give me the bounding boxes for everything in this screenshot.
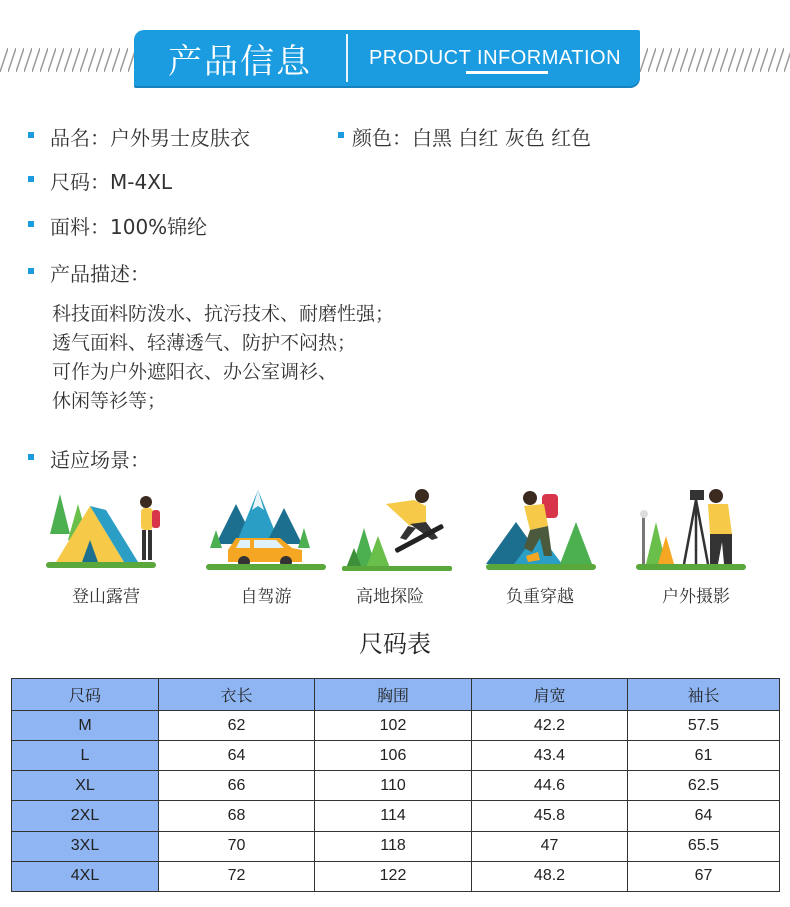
scenes-title: 适应场景： bbox=[50, 448, 150, 472]
table-cell: 64 bbox=[159, 741, 315, 771]
scene-label-snowboard: 高地探险 bbox=[356, 587, 424, 607]
column-header: 衣长 bbox=[159, 679, 315, 711]
table-cell: 122 bbox=[315, 861, 472, 891]
hiking-icon bbox=[486, 482, 606, 572]
table-cell: 66 bbox=[159, 771, 315, 801]
product-name: 品名：户外男士皮肤衣 bbox=[50, 126, 250, 150]
scene-label-camping: 登山露营 bbox=[72, 587, 140, 607]
column-header: 肩宽 bbox=[472, 679, 628, 711]
description-line: 透气面料、轻薄透气、防护不闷热； bbox=[52, 332, 357, 354]
description-line: 休闲等衫等； bbox=[52, 390, 167, 412]
table-row bbox=[12, 711, 780, 741]
column-header: 袖长 bbox=[628, 679, 780, 711]
table-cell: 47 bbox=[472, 831, 628, 861]
table-cell: 67 bbox=[628, 861, 780, 891]
table-cell: 48.2 bbox=[472, 861, 628, 891]
table-cell: 64 bbox=[628, 801, 780, 831]
table-cell: 45.8 bbox=[472, 801, 628, 831]
table-cell: 70 bbox=[159, 831, 315, 861]
table-row bbox=[12, 831, 780, 861]
table-cell: 72 bbox=[159, 861, 315, 891]
table-cell: 68 bbox=[159, 801, 315, 831]
scene-label-photography: 户外摄影 bbox=[662, 587, 730, 607]
bullet-icon bbox=[28, 132, 34, 138]
table-cell: 62.5 bbox=[628, 771, 780, 801]
column-header: 胸围 bbox=[315, 679, 472, 711]
header-underline bbox=[466, 71, 548, 74]
bullet-icon bbox=[28, 176, 34, 182]
photography-icon bbox=[636, 482, 756, 572]
size-table bbox=[11, 678, 780, 892]
bullet-icon bbox=[28, 268, 34, 274]
description-title: 产品描述： bbox=[50, 262, 150, 286]
product-size: 尺码：M-4XL bbox=[50, 170, 173, 194]
table-row bbox=[12, 771, 780, 801]
header-divider bbox=[346, 34, 348, 82]
table-cell: 114 bbox=[315, 801, 472, 831]
snowboard-icon bbox=[342, 482, 462, 572]
table-row bbox=[12, 741, 780, 771]
column-header: 尺码 bbox=[12, 679, 159, 711]
header-title-en: PRODUCT INFORMATION bbox=[368, 46, 622, 69]
description-line: 可作为户外遮阳衣、办公室调衫、 bbox=[52, 361, 338, 383]
table-cell: 4XL bbox=[12, 861, 159, 891]
table-cell: 62 bbox=[159, 711, 315, 741]
table-cell: M bbox=[12, 711, 159, 741]
table-cell: 110 bbox=[315, 771, 472, 801]
table-cell: 42.2 bbox=[472, 711, 628, 741]
product-fabric: 面料：100%锦纶 bbox=[50, 215, 208, 239]
table-cell: 61 bbox=[628, 741, 780, 771]
product-colors: 颜色：白黑 白红 灰色 红色 bbox=[352, 126, 592, 150]
table-cell: 57.5 bbox=[628, 711, 780, 741]
bullet-icon bbox=[28, 454, 34, 460]
table-cell: 106 bbox=[315, 741, 472, 771]
table-row bbox=[12, 801, 780, 831]
table-cell: L bbox=[12, 741, 159, 771]
table-cell: 3XL bbox=[12, 831, 159, 861]
bullet-icon bbox=[338, 132, 344, 138]
header-banner bbox=[134, 30, 640, 86]
car-trip-icon bbox=[206, 482, 326, 572]
table-cell: XL bbox=[12, 771, 159, 801]
table-cell: 65.5 bbox=[628, 831, 780, 861]
table-cell: 2XL bbox=[12, 801, 159, 831]
size-table-title: 尺码表 bbox=[359, 630, 431, 658]
table-cell: 43.4 bbox=[472, 741, 628, 771]
scene-label-car-trip: 自驾游 bbox=[240, 587, 292, 607]
bullet-icon bbox=[28, 221, 34, 227]
scene-label-hiking: 负重穿越 bbox=[506, 587, 574, 607]
table-cell: 44.6 bbox=[472, 771, 628, 801]
description-line: 科技面料防泼水、抗污技术、耐磨性强； bbox=[52, 303, 395, 325]
table-row bbox=[12, 861, 780, 891]
hatch-decoration-left bbox=[0, 48, 140, 72]
header-title-cn: 产品信息 bbox=[168, 41, 312, 82]
table-cell: 102 bbox=[315, 711, 472, 741]
table-header-row bbox=[12, 679, 780, 711]
hatch-decoration-right bbox=[640, 48, 790, 72]
table-cell: 118 bbox=[315, 831, 472, 861]
camping-icon bbox=[46, 482, 166, 572]
